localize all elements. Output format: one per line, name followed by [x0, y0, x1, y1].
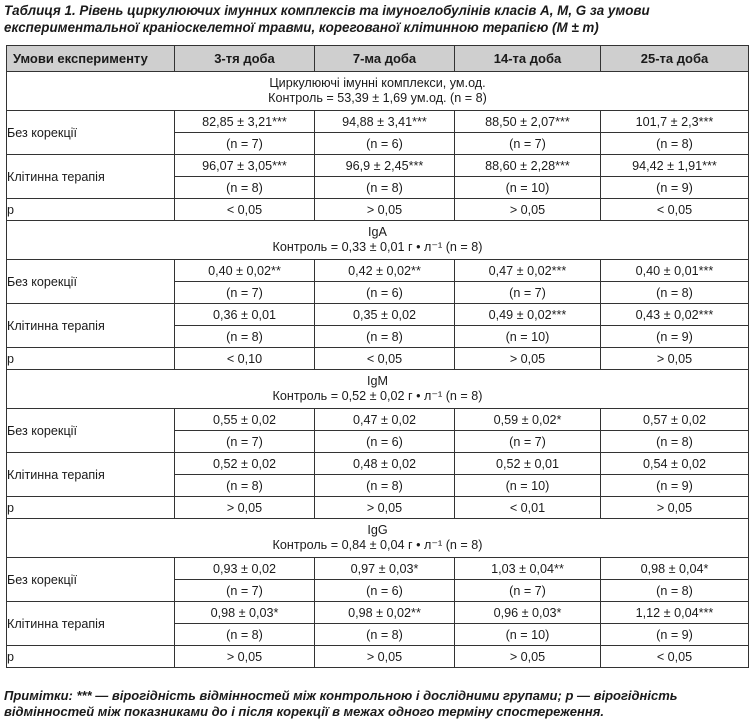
n-cell: (n = 8)	[315, 177, 455, 199]
value-cell: 0,35 ± 0,02	[315, 304, 455, 326]
section-header-row	[7, 370, 749, 409]
n-cell: (n = 9)	[601, 177, 749, 199]
group-label: Без корекції	[7, 260, 175, 304]
value-cell: 0,55 ± 0,02	[175, 409, 315, 431]
p-cell: < 0,05	[315, 348, 455, 370]
n-cell: (n = 10)	[455, 624, 601, 646]
p-cell: > 0,05	[175, 646, 315, 668]
n-cell: (n = 9)	[601, 475, 749, 497]
group-values-row	[7, 111, 749, 133]
n-cell: (n = 7)	[175, 133, 315, 155]
n-cell: (n = 8)	[175, 326, 315, 348]
value-cell: 0,42 ± 0,02**	[315, 260, 455, 282]
section-header	[7, 519, 749, 558]
value-cell: 0,47 ± 0,02	[315, 409, 455, 431]
value-cell: 96,9 ± 2,45***	[315, 155, 455, 177]
value-cell: 0,52 ± 0,02	[175, 453, 315, 475]
n-cell: (n = 8)	[601, 580, 749, 602]
p-cell: > 0,05	[601, 348, 749, 370]
section-header-row	[7, 72, 749, 111]
p-row	[7, 646, 749, 668]
group-values-row	[7, 409, 749, 431]
value-cell: 88,50 ± 2,07***	[455, 111, 601, 133]
group-label: Клітинна терапія	[7, 602, 175, 646]
value-cell: 0,93 ± 0,02	[175, 558, 315, 580]
header-day-14: 14-та доба	[455, 46, 601, 72]
value-cell: 101,7 ± 2,3***	[601, 111, 749, 133]
n-cell: (n = 8)	[315, 475, 455, 497]
n-cell: (n = 6)	[315, 282, 455, 304]
value-cell: 0,98 ± 0,04*	[601, 558, 749, 580]
section-control: Контроль = 0,84 ± 0,04 г • л⁻¹ (n = 8)	[272, 538, 483, 552]
n-cell: (n = 7)	[455, 133, 601, 155]
section-header-row	[7, 519, 749, 558]
n-cell: (n = 8)	[175, 177, 315, 199]
n-cell: (n = 7)	[175, 580, 315, 602]
value-cell: 0,40 ± 0,02**	[175, 260, 315, 282]
p-row	[7, 348, 749, 370]
group-label: Клітинна терапія	[7, 304, 175, 348]
n-cell: (n = 9)	[601, 624, 749, 646]
n-cell: (n = 8)	[601, 133, 749, 155]
section-header	[7, 221, 749, 260]
p-label: p	[7, 199, 175, 221]
n-cell: (n = 6)	[315, 580, 455, 602]
p-cell: > 0,05	[455, 646, 601, 668]
group-label: Клітинна терапія	[7, 155, 175, 199]
group-label: Без корекції	[7, 409, 175, 453]
group-label: Клітинна терапія	[7, 453, 175, 497]
value-cell: 96,07 ± 3,05***	[175, 155, 315, 177]
value-cell: 0,36 ± 0,01	[175, 304, 315, 326]
value-cell: 0,48 ± 0,02	[315, 453, 455, 475]
n-cell: (n = 8)	[175, 475, 315, 497]
n-cell: (n = 8)	[315, 326, 455, 348]
table-body	[7, 72, 749, 668]
p-label: p	[7, 497, 175, 519]
value-cell: 0,98 ± 0,03*	[175, 602, 315, 624]
header-day-3: 3-тя доба	[175, 46, 315, 72]
p-label: p	[7, 348, 175, 370]
p-cell: < 0,10	[175, 348, 315, 370]
n-cell: (n = 8)	[175, 624, 315, 646]
table-notes: Примітки: *** — вірогідність відмінностей між контрольною і дослідними групами; p — вірогідність відмінностей між показниками до і після корекції в межах одного терміну спостереження.	[4, 688, 678, 719]
group-values-row	[7, 304, 749, 326]
n-cell: (n = 7)	[455, 431, 601, 453]
n-cell: (n = 8)	[315, 624, 455, 646]
n-cell: (n = 6)	[315, 431, 455, 453]
n-cell: (n = 10)	[455, 177, 601, 199]
p-row	[7, 199, 749, 221]
section-control: Контроль = 53,39 ± 1,69 ум.од. (n = 8)	[268, 91, 487, 105]
value-cell: 0,40 ± 0,01***	[601, 260, 749, 282]
header-row	[7, 46, 749, 72]
p-cell: < 0,05	[175, 199, 315, 221]
value-cell: 1,03 ± 0,04**	[455, 558, 601, 580]
p-label: p	[7, 646, 175, 668]
value-cell: 0,49 ± 0,02***	[455, 304, 601, 326]
table-caption: Таблиця 1. Рівень циркулюючих імунних комплексів та імуноглобулінів класів A, M, G за умови експериментальної краніоскелетної травми, корегованої клітинною терапією (M ± m)	[4, 3, 650, 35]
header-day-7: 7-ма доба	[315, 46, 455, 72]
section-header	[7, 370, 749, 409]
n-cell: (n = 10)	[455, 326, 601, 348]
p-cell: > 0,05	[315, 497, 455, 519]
p-row	[7, 497, 749, 519]
n-cell: (n = 10)	[455, 475, 601, 497]
section-title: IgM	[367, 374, 388, 388]
p-cell: > 0,05	[315, 646, 455, 668]
section-title: IgG	[367, 523, 388, 537]
header-conditions: Умови експерименту	[7, 46, 175, 72]
results-table	[6, 45, 749, 668]
section-control: Контроль = 0,33 ± 0,01 г • л⁻¹ (n = 8)	[272, 240, 483, 254]
n-cell: (n = 8)	[601, 282, 749, 304]
value-cell: 94,42 ± 1,91***	[601, 155, 749, 177]
n-cell: (n = 9)	[601, 326, 749, 348]
n-cell: (n = 8)	[601, 431, 749, 453]
value-cell: 94,88 ± 3,41***	[315, 111, 455, 133]
value-cell: 0,98 ± 0,02**	[315, 602, 455, 624]
group-label: Без корекції	[7, 558, 175, 602]
value-cell: 82,85 ± 3,21***	[175, 111, 315, 133]
value-cell: 0,97 ± 0,03*	[315, 558, 455, 580]
value-cell: 0,57 ± 0,02	[601, 409, 749, 431]
p-cell: > 0,05	[601, 497, 749, 519]
section-control: Контроль = 0,52 ± 0,02 г • л⁻¹ (n = 8)	[272, 389, 483, 403]
value-cell: 0,96 ± 0,03*	[455, 602, 601, 624]
value-cell: 88,60 ± 2,28***	[455, 155, 601, 177]
p-cell: > 0,05	[455, 199, 601, 221]
header-day-25: 25-та доба	[601, 46, 749, 72]
section-header	[7, 72, 749, 111]
value-cell: 0,52 ± 0,01	[455, 453, 601, 475]
p-cell: > 0,05	[175, 497, 315, 519]
n-cell: (n = 7)	[175, 282, 315, 304]
group-values-row	[7, 602, 749, 624]
p-cell: > 0,05	[455, 348, 601, 370]
n-cell: (n = 7)	[455, 580, 601, 602]
p-cell: < 0,01	[455, 497, 601, 519]
n-cell: (n = 6)	[315, 133, 455, 155]
n-cell: (n = 7)	[175, 431, 315, 453]
p-cell: < 0,05	[601, 646, 749, 668]
group-values-row	[7, 453, 749, 475]
n-cell: (n = 7)	[455, 282, 601, 304]
value-cell: 1,12 ± 0,04***	[601, 602, 749, 624]
p-cell: > 0,05	[315, 199, 455, 221]
value-cell: 0,54 ± 0,02	[601, 453, 749, 475]
section-header-row	[7, 221, 749, 260]
section-title: IgA	[368, 225, 387, 239]
group-values-row	[7, 558, 749, 580]
value-cell: 0,43 ± 0,02***	[601, 304, 749, 326]
section-title: Циркулюючі імунні комплекси, ум.од.	[269, 76, 486, 90]
group-label: Без корекції	[7, 111, 175, 155]
group-values-row	[7, 155, 749, 177]
value-cell: 0,47 ± 0,02***	[455, 260, 601, 282]
group-values-row	[7, 260, 749, 282]
p-cell: < 0,05	[601, 199, 749, 221]
value-cell: 0,59 ± 0,02*	[455, 409, 601, 431]
